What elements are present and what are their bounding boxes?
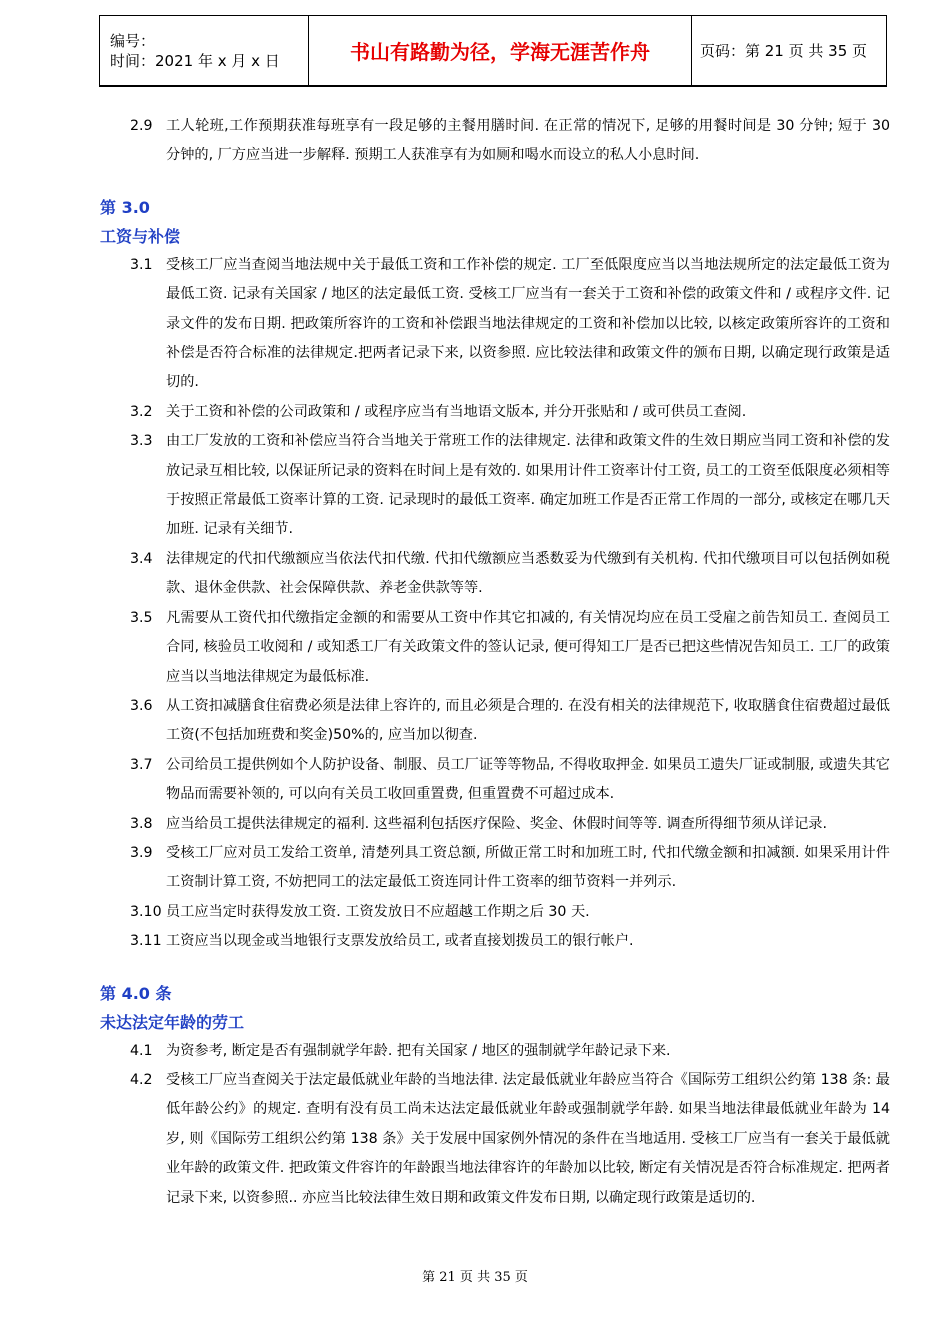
intro-items: [100, 112, 890, 171]
header-meta: [100, 16, 309, 86]
header-divider: [99, 86, 887, 87]
clause-item: [100, 427, 890, 545]
clause-number: 3.9: [130, 844, 153, 861]
clause-number: 4.1: [130, 1042, 153, 1059]
clause-item: [100, 1066, 890, 1213]
clause-text: 关于工资和补偿的公司政策和 / 或程序应当有当地语文版本, 并分开张贴和 / 或可供员工查阅.: [166, 403, 747, 420]
clause-number: 3.6: [130, 697, 153, 714]
page-footer: 第 21 页 共 35 页: [422, 1270, 528, 1285]
clause-number: 3.8: [130, 815, 153, 832]
clause-text: 受核工厂应当查阅当地法规中关于最低工资和工作补偿的规定. 工厂至低限度应当以当地法规所定的法定最低工资为最低工资. 记录有关国家 / 地区的法定最低工资. 受核工厂应当有一套关于工资和补偿的政策文件和 / 或程序文件. 记录文件的发布日期. 把政策所容许的工资和补偿跟当地法律规定的工资和补偿加以比较, 以核定政策所容许的工资和补偿是否符合标准的法律规定.把两者记录下来, 以资参照. 应比较法律和政策文件的颁布日期, 以确定现行政策是适切的.: [166, 256, 890, 391]
clause-item: [100, 810, 890, 839]
page-header: [99, 15, 887, 86]
clause-text: 法律规定的代扣代缴额应当依法代扣代缴. 代扣代缴额应当悉数妥为代缴到有关机构. 代扣代缴项目可以包括例如税款、退休金供款、社会保障供款、养老金供款等等.: [166, 550, 890, 597]
clause-text: 应当给员工提供法律规定的福利. 这些福利包括医疗保险、奖金、休假时间等等. 调查所得细节须从详记录.: [166, 815, 827, 832]
clause-item: [100, 545, 890, 604]
clause-text: 受核工厂应对员工发给工资单, 清楚列具工资总额, 所做正常工时和加班工时, 代扣代缴金额和扣减额. 如果采用计件工资制计算工资, 不妨把同工的法定最低工资连同计件工资率的细节资料一并列示.: [166, 844, 890, 891]
section-4-items: [100, 1037, 890, 1213]
section-4-heading: 第 4.0 条: [100, 983, 172, 1003]
clause-text: 公司给员工提供例如个人防护设备、制服、员工厂证等等物品, 不得收取押金. 如果员工遗失厂证或制服, 或遗失其它物品而需要补领的, 可以向有关员工收回重置费, 但重置费不可超过成本.: [166, 756, 890, 803]
document-body: [100, 112, 890, 1213]
clause-text: 从工资扣减膳食住宿费必须是法律上容许的, 而且必须是合理的. 在没有相关的法律规范下, 收取膳食住宿费超过最低工资(不包括加班费和奖金)50%的, 应当加以彻查.: [166, 697, 890, 744]
clause-item: [100, 898, 890, 927]
clause-number: 3.10: [130, 903, 162, 920]
header-motto: 书山有路勤为径，学海无涯苦作舟: [309, 16, 692, 86]
clause-item: [100, 251, 890, 398]
clause-text: 员工应当定时获得发放工资. 工资发放日不应超越工作期之后 30 天.: [166, 903, 590, 920]
clause-number: 4.2: [130, 1071, 153, 1088]
clause-item: [100, 751, 890, 810]
clause-text: 工资应当以现金或当地银行支票发放给员工, 或者直接划拨员工的银行帐户.: [166, 933, 634, 950]
clause-item: [100, 112, 890, 171]
section-4-subheading: 未达法定年龄的劳工: [100, 1012, 245, 1032]
clause-text: 由工厂发放的工资和补偿应当符合当地关于常班工作的法律规定. 法律和政策文件的生效日期应当同工资和补偿的发放记录互相比较, 以保证所记录的资料在时间上是有效的. 如果用计件工资率计付工资, 员工的工资至低限度必须相等于按照正常最低工资率计算的工资. 记录现时的最低工资率. 确定加班工作是否正常工作周的一部分, 或核定在哪几天加班. 记录有关细节.: [166, 433, 890, 538]
clause-item: [100, 692, 890, 751]
header-page-label: 页码：第 21 页 共 35 页: [692, 16, 887, 86]
clause-text: 凡需要从工资代扣代缴指定金额的和需要从工资中作其它扣减的, 有关情况均应在员工受雇之前告知员工. 查阅员工合同, 核验员工收阅和 / 或知悉工厂有关政策文件的签认记录, 便可得知工厂是否已把这些情况告知员工. 工厂的政策应当以当地法律规定为最低标准.: [166, 609, 890, 685]
section-3-items: [100, 251, 890, 957]
clause-item: [100, 927, 890, 956]
clause-number: 3.7: [130, 756, 153, 773]
clause-item: [100, 839, 890, 898]
clause-item: [100, 398, 890, 427]
clause-item: [100, 604, 890, 692]
section-3-subheading: 工资与补偿: [100, 226, 181, 246]
clause-text: 工人轮班,工作预期获准每班享有一段足够的主餐用膳时间. 在正常的情况下, 足够的用餐时间是 30 分钟; 短于 30 分钟的, 厂方应当进一步解释. 预期工人获准享有为如厕和喝水而设立的私人小息时间.: [166, 118, 890, 164]
clause-number: 3.11: [130, 933, 162, 950]
clause-number: 3.3: [130, 433, 153, 450]
clause-item: [100, 1037, 890, 1066]
doc-number-label: 编号：: [110, 31, 156, 50]
clause-number: 3.4: [130, 550, 153, 567]
clause-text: 为资参考, 断定是否有强制就学年龄. 把有关国家 / 地区的强制就学年龄记录下来.: [166, 1042, 671, 1059]
clause-number: 3.5: [130, 609, 153, 626]
doc-time-label: 时间：2021 年 x 月 x 日: [110, 51, 280, 70]
clause-number: 2.9: [130, 118, 153, 134]
clause-number: 3.1: [130, 256, 153, 273]
clause-number: 3.2: [130, 403, 153, 420]
clause-text: 受核工厂应当查阅关于法定最低就业年龄的当地法律. 法定最低就业年龄应当符合《国际劳工组织公约第 138 条: 最低年龄公约》的规定. 查明有没有员工尚未达法定最低就业年龄或强制就学年龄. 如果当地法律最低就业年龄为 14 岁, 则《国际劳工组织公约第 138 条》关于发展中国家例外情况的条件在当地适用. 受核工厂应当有一套关于最低就业年龄的政策文件. 把政策文件容许的年龄跟当地法律容许的年龄加以比较, 断定有关情况是否符合标准规定. 把两者记录下来, 以资参照.. 亦应当比较法律生效日期和政策文件发布日期, 以确定现行政策是适切的.: [166, 1071, 890, 1206]
section-3-heading: 第 3.0: [100, 197, 150, 217]
